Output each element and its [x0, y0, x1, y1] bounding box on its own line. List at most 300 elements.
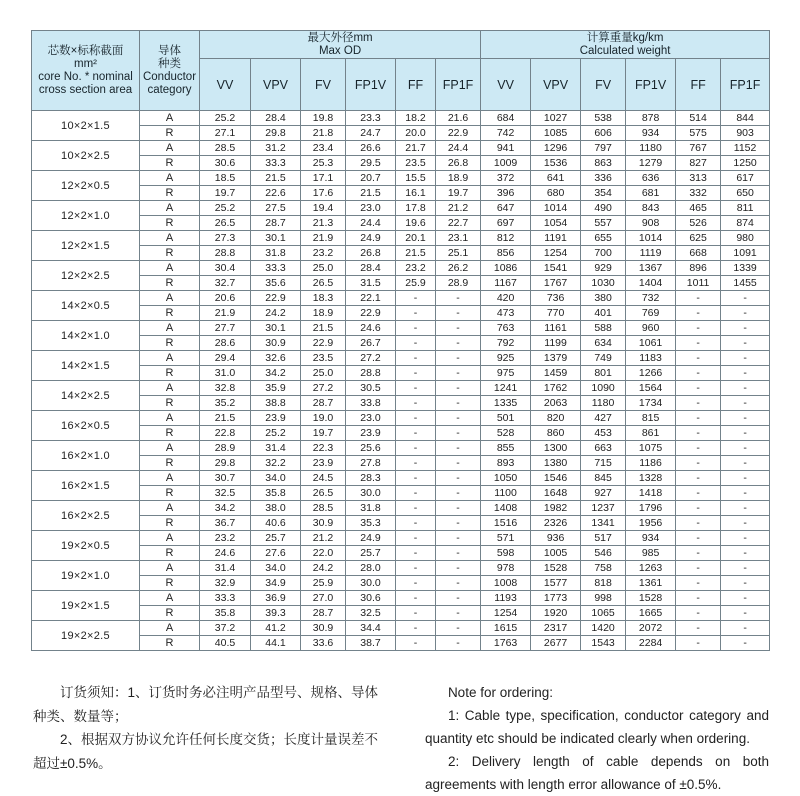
weight-cell: - — [676, 336, 721, 351]
max-od-cell: 33.3 — [200, 591, 251, 606]
weight-cell: - — [676, 576, 721, 591]
weight-cell: 878 — [626, 111, 676, 126]
max-od-cell: - — [436, 501, 481, 516]
conductor-category-cell: R — [140, 546, 200, 561]
weight-cell: 1564 — [626, 381, 676, 396]
max-od-cell: - — [396, 351, 436, 366]
wt-type-header-fp1v: FP1V — [626, 59, 676, 111]
max-od-cell: 35.8 — [200, 606, 251, 621]
max-od-cell: 33.3 — [251, 156, 301, 171]
max-od-cell: 28.4 — [346, 261, 396, 276]
max-od-cell: - — [436, 591, 481, 606]
weight-cell: 1005 — [531, 546, 581, 561]
weight-cell: 517 — [581, 531, 626, 546]
conductor-category-cell: R — [140, 306, 200, 321]
table-row — [32, 606, 770, 621]
max-od-cell: 33.3 — [251, 261, 301, 276]
weight-cell: 396 — [481, 186, 531, 201]
weight-cell: 896 — [676, 261, 721, 276]
size-cell: 14×2×2.5 — [32, 381, 140, 411]
weight-cell: 2063 — [531, 396, 581, 411]
weight-cell: 1541 — [531, 261, 581, 276]
weight-cell: 1796 — [626, 501, 676, 516]
max-od-cell: 24.2 — [301, 561, 346, 576]
weight-cell: - — [721, 336, 770, 351]
conductor-category-cell: A — [140, 351, 200, 366]
max-od-cell: 36.9 — [251, 591, 301, 606]
max-od-cell: 16.1 — [396, 186, 436, 201]
table-row — [32, 336, 770, 351]
weight-cell: 1455 — [721, 276, 770, 291]
max-od-cell: 21.6 — [436, 111, 481, 126]
weight-cell: - — [721, 291, 770, 306]
max-od-cell: 19.7 — [200, 186, 251, 201]
weight-cell: 354 — [581, 186, 626, 201]
size-cell: 10×2×1.5 — [32, 111, 140, 141]
max-od-cell: 31.2 — [251, 141, 301, 156]
max-od-cell: 35.3 — [346, 516, 396, 531]
weight-cell: - — [676, 426, 721, 441]
max-od-cell: 30.9 — [251, 336, 301, 351]
table-body — [32, 111, 770, 651]
max-od-cell: 20.7 — [346, 171, 396, 186]
weight-cell: 1536 — [531, 156, 581, 171]
weight-cell: 811 — [721, 201, 770, 216]
weight-cell: - — [676, 606, 721, 621]
table-row — [32, 216, 770, 231]
max-od-cell: 30.6 — [346, 591, 396, 606]
weight-cell: - — [676, 546, 721, 561]
max-od-group-header — [200, 31, 481, 59]
max-od-cell: - — [436, 336, 481, 351]
weight-cell: 538 — [581, 111, 626, 126]
max-od-cell: - — [436, 531, 481, 546]
max-od-cell: 24.2 — [251, 306, 301, 321]
max-od-cell: 35.2 — [200, 396, 251, 411]
max-od-cell: 27.1 — [200, 126, 251, 141]
weight-cell: 941 — [481, 141, 531, 156]
weight-cell: 934 — [626, 126, 676, 141]
max-od-cell: 23.4 — [301, 141, 346, 156]
max-od-cell: - — [436, 351, 481, 366]
max-od-cell: 34.0 — [251, 471, 301, 486]
conductor-category-cell: A — [140, 561, 200, 576]
weight-header-cn: 计算重量kg/km — [586, 31, 664, 44]
weight-cell: 1180 — [626, 141, 676, 156]
weight-cell: 465 — [676, 201, 721, 216]
max-od-cell: 35.6 — [251, 276, 301, 291]
max-od-cell: 28.0 — [346, 561, 396, 576]
max-od-cell: 26.6 — [346, 141, 396, 156]
max-od-cell: 24.9 — [346, 231, 396, 246]
max-od-cell: 27.7 — [200, 321, 251, 336]
max-od-cell: 25.0 — [301, 366, 346, 381]
conductor-header-en2: category — [147, 83, 192, 96]
weight-cell: 845 — [581, 471, 626, 486]
size-cell: 19×2×0.5 — [32, 531, 140, 561]
max-od-cell: 32.7 — [200, 276, 251, 291]
max-od-cell: 21.7 — [396, 141, 436, 156]
weight-cell: - — [676, 396, 721, 411]
size-column-header — [32, 31, 140, 111]
weight-cell: 1404 — [626, 276, 676, 291]
max-od-cell: - — [436, 291, 481, 306]
weight-cell: 978 — [481, 561, 531, 576]
max-od-cell: 19.7 — [436, 186, 481, 201]
notes-en-paragraph-1: 1: Cable type, specification, conductor category and quantity etc should be indicated clearly when ordering. — [425, 708, 769, 746]
weight-cell: - — [721, 606, 770, 621]
notes-en-title: Note for ordering: — [447, 685, 553, 700]
max-od-cell: - — [436, 561, 481, 576]
max-od-cell: 27.2 — [346, 351, 396, 366]
weight-cell: 606 — [581, 126, 626, 141]
conductor-category-cell: R — [140, 186, 200, 201]
max-od-cell: 40.5 — [200, 636, 251, 651]
max-od-cell: - — [396, 576, 436, 591]
max-od-cell: 30.1 — [251, 231, 301, 246]
max-od-cell: 26.5 — [200, 216, 251, 231]
max-od-cell: 21.9 — [200, 306, 251, 321]
max-od-cell: 23.5 — [301, 351, 346, 366]
weight-cell: 767 — [676, 141, 721, 156]
max-od-cell: 31.8 — [251, 246, 301, 261]
max-od-cell: 17.1 — [301, 171, 346, 186]
max-od-cell: 22.9 — [301, 336, 346, 351]
max-od-cell: - — [396, 321, 436, 336]
max-od-header-cn: 最大外径mm — [307, 31, 373, 44]
weight-cell: 1065 — [581, 606, 626, 621]
max-od-cell: 34.4 — [346, 621, 396, 636]
weight-cell: 929 — [581, 261, 626, 276]
max-od-cell: 23.2 — [200, 531, 251, 546]
weight-cell: 1767 — [531, 276, 581, 291]
weight-cell: 546 — [581, 546, 626, 561]
weight-cell: 812 — [481, 231, 531, 246]
table-row — [32, 531, 770, 546]
max-od-cell: 23.0 — [346, 201, 396, 216]
weight-cell: 1167 — [481, 276, 531, 291]
weight-cell: 927 — [581, 486, 626, 501]
od-type-header-vpv: VPV — [251, 59, 301, 111]
weight-cell: 2677 — [531, 636, 581, 651]
conductor-category-cell: R — [140, 426, 200, 441]
conductor-category-cell: R — [140, 336, 200, 351]
weight-cell: 1920 — [531, 606, 581, 621]
max-od-cell: 27.3 — [200, 231, 251, 246]
max-od-cell: - — [396, 546, 436, 561]
weight-cell: - — [721, 321, 770, 336]
max-od-cell: 17.8 — [396, 201, 436, 216]
max-od-cell: 25.2 — [200, 111, 251, 126]
max-od-cell: 31.8 — [346, 501, 396, 516]
weight-cell: 668 — [676, 246, 721, 261]
weight-cell: 1982 — [531, 501, 581, 516]
weight-cell: - — [721, 576, 770, 591]
table-row — [32, 561, 770, 576]
table-row — [32, 486, 770, 501]
max-od-cell: 19.4 — [301, 201, 346, 216]
max-od-cell: 38.8 — [251, 396, 301, 411]
size-cell: 14×2×1.0 — [32, 321, 140, 351]
max-od-cell: - — [396, 486, 436, 501]
max-od-cell: - — [396, 291, 436, 306]
max-od-cell: 18.9 — [301, 306, 346, 321]
max-od-cell: 33.8 — [346, 396, 396, 411]
max-od-cell: - — [396, 516, 436, 531]
weight-cell: 1379 — [531, 351, 581, 366]
max-od-cell: 18.5 — [200, 171, 251, 186]
max-od-cell: 19.0 — [301, 411, 346, 426]
table-row — [32, 171, 770, 186]
max-od-cell: 22.9 — [436, 126, 481, 141]
table-row — [32, 246, 770, 261]
notes-section — [33, 681, 769, 796]
max-od-cell: - — [436, 306, 481, 321]
max-od-cell: 23.9 — [301, 456, 346, 471]
weight-cell: - — [676, 516, 721, 531]
weight-cell: 1648 — [531, 486, 581, 501]
weight-cell: 1408 — [481, 501, 531, 516]
weight-cell: 797 — [581, 141, 626, 156]
max-od-cell: 20.1 — [396, 231, 436, 246]
max-od-cell: 23.3 — [346, 111, 396, 126]
weight-cell: 1091 — [721, 246, 770, 261]
weight-cell: 571 — [481, 531, 531, 546]
table-row — [32, 351, 770, 366]
weight-cell: 763 — [481, 321, 531, 336]
size-cell: 12×2×1.5 — [32, 231, 140, 261]
max-od-cell: 28.8 — [200, 246, 251, 261]
weight-cell: - — [676, 621, 721, 636]
weight-cell: 1050 — [481, 471, 531, 486]
conductor-category-cell: R — [140, 156, 200, 171]
weight-cell: 934 — [626, 531, 676, 546]
weight-cell: 1027 — [531, 111, 581, 126]
size-cell: 12×2×0.5 — [32, 171, 140, 201]
weight-cell: 1339 — [721, 261, 770, 276]
weight-cell: 1335 — [481, 396, 531, 411]
max-od-cell: 21.5 — [346, 186, 396, 201]
max-od-cell: 27.0 — [301, 591, 346, 606]
notes-cn-paragraph-2: 2、根据双方协议允许任何长度交货；长度计量误差不超过±0.5%。 — [33, 732, 379, 771]
weight-cell: 936 — [531, 531, 581, 546]
max-od-cell: 31.4 — [251, 441, 301, 456]
weight-cell: 697 — [481, 216, 531, 231]
table-header — [32, 31, 770, 111]
weight-cell: - — [721, 561, 770, 576]
max-od-cell: - — [396, 636, 436, 651]
weight-cell: - — [676, 321, 721, 336]
max-od-cell: 44.1 — [251, 636, 301, 651]
max-od-cell: - — [436, 636, 481, 651]
table-row — [32, 546, 770, 561]
max-od-cell: - — [436, 321, 481, 336]
max-od-cell: 29.5 — [346, 156, 396, 171]
weight-cell: 820 — [531, 411, 581, 426]
max-od-cell: 27.5 — [251, 201, 301, 216]
max-od-cell: 33.6 — [301, 636, 346, 651]
conductor-category-cell: R — [140, 576, 200, 591]
weight-cell: 998 — [581, 591, 626, 606]
weight-cell: 1380 — [531, 456, 581, 471]
weight-cell: 1191 — [531, 231, 581, 246]
weight-cell: 634 — [581, 336, 626, 351]
weight-cell: 684 — [481, 111, 531, 126]
max-od-cell: 22.6 — [251, 186, 301, 201]
weight-cell: 401 — [581, 306, 626, 321]
table-row — [32, 456, 770, 471]
max-od-cell: 40.6 — [251, 516, 301, 531]
max-od-cell: 24.6 — [200, 546, 251, 561]
conductor-category-cell: A — [140, 321, 200, 336]
max-od-cell: 29.4 — [200, 351, 251, 366]
conductor-category-cell: A — [140, 141, 200, 156]
max-od-cell: - — [396, 456, 436, 471]
weight-cell: 625 — [676, 231, 721, 246]
max-od-cell: 22.0 — [301, 546, 346, 561]
table-row — [32, 186, 770, 201]
weight-cell: 427 — [581, 411, 626, 426]
table-row — [32, 276, 770, 291]
max-od-cell: 29.8 — [251, 126, 301, 141]
max-od-cell: 39.3 — [251, 606, 301, 621]
max-od-cell: 25.2 — [251, 426, 301, 441]
max-od-cell: 30.1 — [251, 321, 301, 336]
max-od-cell: - — [396, 426, 436, 441]
conductor-category-cell: R — [140, 636, 200, 651]
max-od-cell: 26.5 — [301, 276, 346, 291]
conductor-category-cell: A — [140, 201, 200, 216]
max-od-cell: 34.0 — [251, 561, 301, 576]
max-od-cell: - — [396, 591, 436, 606]
max-od-cell: 25.0 — [301, 261, 346, 276]
weight-cell: 2284 — [626, 636, 676, 651]
max-od-cell: 30.0 — [346, 576, 396, 591]
table-row — [32, 411, 770, 426]
max-od-header-en: Max OD — [318, 44, 362, 57]
max-od-cell: - — [396, 336, 436, 351]
max-od-cell: 25.7 — [251, 531, 301, 546]
weight-cell: - — [676, 501, 721, 516]
weight-cell: 1241 — [481, 381, 531, 396]
max-od-cell: 21.5 — [251, 171, 301, 186]
size-cell: 16×2×1.0 — [32, 441, 140, 471]
weight-cell: - — [676, 291, 721, 306]
weight-cell: 453 — [581, 426, 626, 441]
conductor-category-cell: R — [140, 276, 200, 291]
table-row — [32, 306, 770, 321]
weight-cell: 903 — [721, 126, 770, 141]
weight-cell: - — [721, 621, 770, 636]
max-od-cell: 23.1 — [436, 231, 481, 246]
weight-cell: - — [676, 351, 721, 366]
weight-cell: 1119 — [626, 246, 676, 261]
max-od-cell: 34.2 — [251, 366, 301, 381]
weight-cell: 528 — [481, 426, 531, 441]
weight-cell: 663 — [581, 441, 626, 456]
max-od-cell: 30.9 — [301, 516, 346, 531]
max-od-cell: - — [436, 471, 481, 486]
max-od-cell: 35.8 — [251, 486, 301, 501]
max-od-cell: 19.7 — [301, 426, 346, 441]
max-od-cell: 41.2 — [251, 621, 301, 636]
max-od-cell: 23.2 — [396, 261, 436, 276]
weight-cell: 861 — [626, 426, 676, 441]
conductor-category-cell: A — [140, 411, 200, 426]
max-od-cell: 24.4 — [346, 216, 396, 231]
max-od-cell: 25.3 — [301, 156, 346, 171]
max-od-cell: 34.9 — [251, 576, 301, 591]
weight-cell: 863 — [581, 156, 626, 171]
weight-cell: 1734 — [626, 396, 676, 411]
conductor-category-cell: R — [140, 516, 200, 531]
weight-cell: 860 — [531, 426, 581, 441]
weight-cell: - — [721, 366, 770, 381]
max-od-cell: 25.9 — [301, 576, 346, 591]
max-od-cell: 28.4 — [251, 111, 301, 126]
conductor-category-cell: R — [140, 126, 200, 141]
weight-cell: 1528 — [626, 591, 676, 606]
weight-cell: 1254 — [481, 606, 531, 621]
size-cell: 19×2×1.0 — [32, 561, 140, 591]
weight-cell: 742 — [481, 126, 531, 141]
weight-cell: - — [676, 411, 721, 426]
max-od-cell: 38.0 — [251, 501, 301, 516]
max-od-cell: 22.9 — [251, 291, 301, 306]
weight-cell: - — [721, 516, 770, 531]
size-cell: 10×2×2.5 — [32, 141, 140, 171]
max-od-cell: 26.8 — [346, 246, 396, 261]
max-od-cell: 22.8 — [200, 426, 251, 441]
header-group-row — [32, 31, 770, 59]
conductor-category-cell: A — [140, 231, 200, 246]
size-header-unit: mm² — [74, 57, 97, 70]
weight-cell: 925 — [481, 351, 531, 366]
max-od-cell: 21.9 — [301, 231, 346, 246]
weight-cell: 985 — [626, 546, 676, 561]
max-od-cell: 30.4 — [200, 261, 251, 276]
weight-cell: 650 — [721, 186, 770, 201]
weight-cell: - — [676, 471, 721, 486]
weight-cell: 1180 — [581, 396, 626, 411]
max-od-cell: 28.5 — [200, 141, 251, 156]
max-od-cell: 32.5 — [200, 486, 251, 501]
max-od-cell: 32.2 — [251, 456, 301, 471]
weight-cell: - — [721, 471, 770, 486]
od-type-header-vv: VV — [200, 59, 251, 111]
conductor-category-cell: A — [140, 531, 200, 546]
max-od-cell: 28.6 — [200, 336, 251, 351]
conductor-category-cell: A — [140, 261, 200, 276]
weight-cell: 1183 — [626, 351, 676, 366]
weight-cell: 1237 — [581, 501, 626, 516]
weight-cell: 960 — [626, 321, 676, 336]
max-od-cell: 25.7 — [346, 546, 396, 561]
weight-group-header — [481, 31, 770, 59]
size-cell: 14×2×0.5 — [32, 291, 140, 321]
weight-cell: - — [721, 426, 770, 441]
spec-table — [31, 30, 770, 651]
max-od-cell: 18.9 — [436, 171, 481, 186]
conductor-category-cell: A — [140, 501, 200, 516]
table-row — [32, 366, 770, 381]
size-cell: 12×2×2.5 — [32, 261, 140, 291]
max-od-cell: 21.3 — [301, 216, 346, 231]
max-od-cell: 18.3 — [301, 291, 346, 306]
max-od-cell: 34.2 — [200, 501, 251, 516]
max-od-cell: 21.5 — [301, 321, 346, 336]
weight-cell: 2317 — [531, 621, 581, 636]
